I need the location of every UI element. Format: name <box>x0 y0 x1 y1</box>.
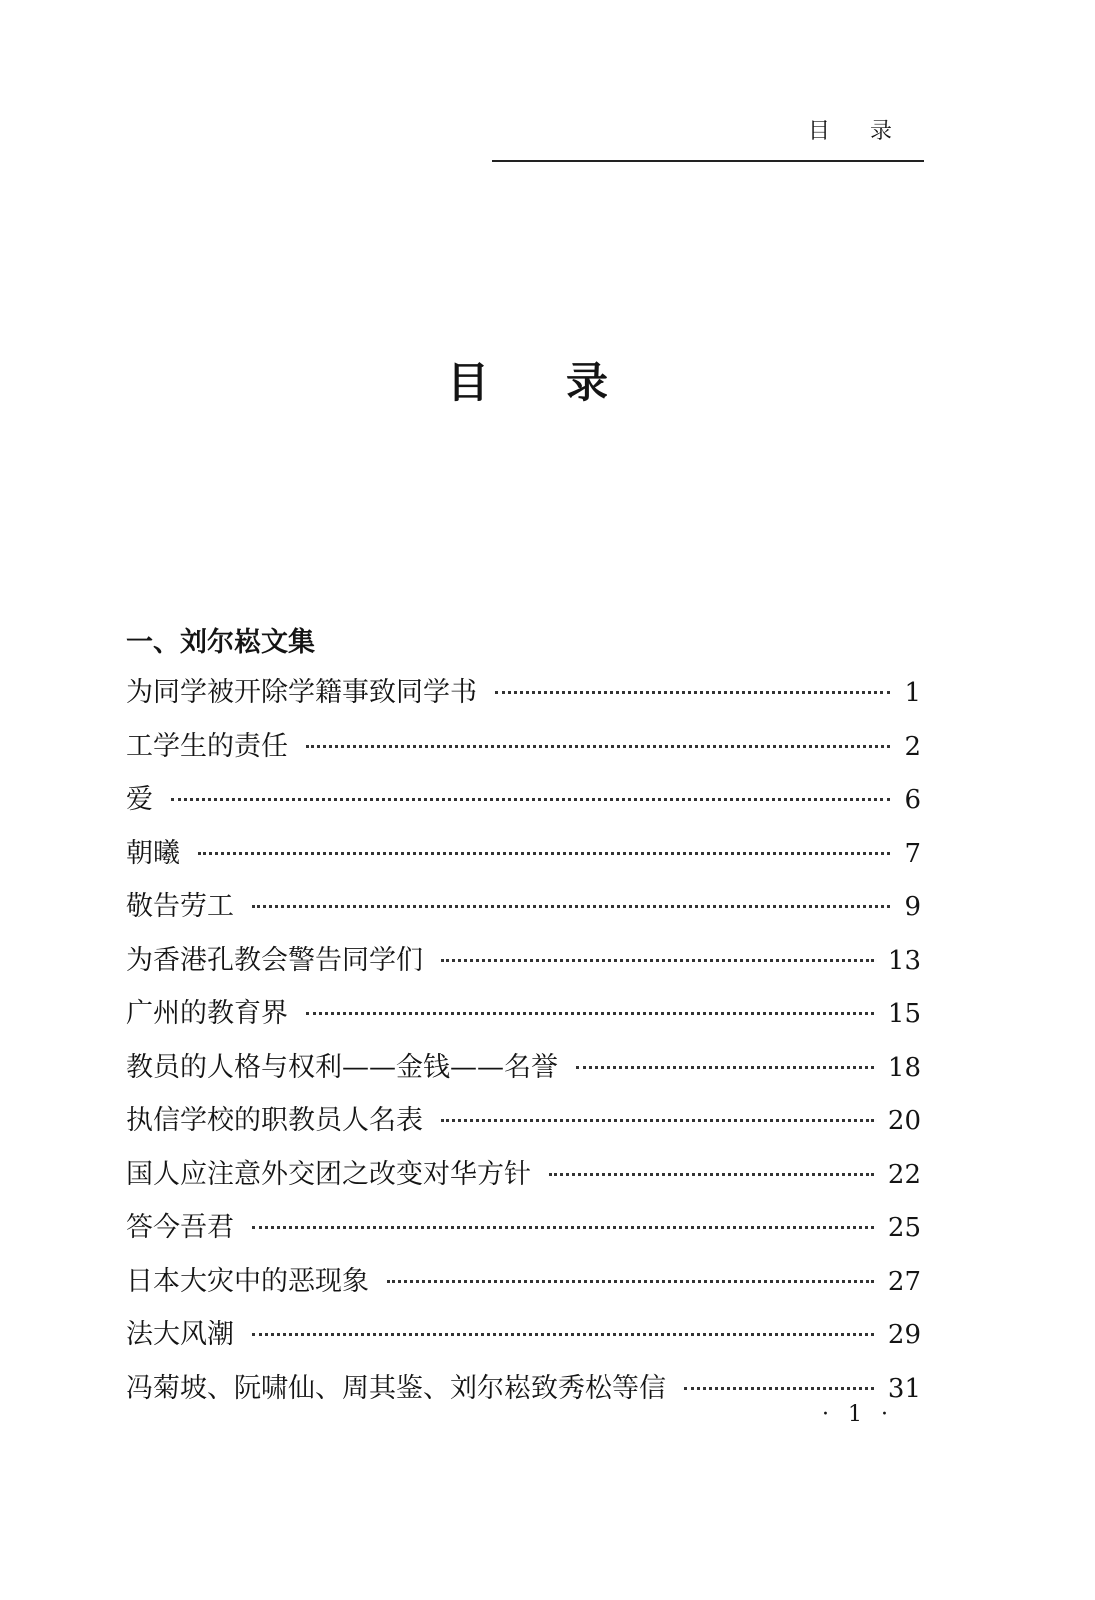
toc-entry-page: 18 <box>887 1052 921 1083</box>
toc-entry-page: 6 <box>904 785 921 815</box>
toc-entry-title: 执信学校的职教员人名表 <box>126 1105 423 1136</box>
toc-list <box>126 670 921 1419</box>
toc-entry[interactable] <box>126 1312 921 1366</box>
leader-dots <box>252 905 890 908</box>
leader-dots <box>549 1173 874 1176</box>
leader-dots <box>252 1333 874 1336</box>
toc-entry-title: 冯菊坡、阮啸仙、周其鉴、刘尔崧致秀松等信 <box>126 1372 666 1404</box>
toc-entry[interactable] <box>126 670 921 724</box>
toc-entry[interactable] <box>126 1045 921 1099</box>
page-title-char-1: 目 <box>447 358 490 407</box>
toc-entry-page: 25 <box>887 1213 921 1243</box>
section-heading: 一、刘尔崧文集 <box>126 627 315 658</box>
leader-dots <box>441 959 874 962</box>
toc-entry-page: 29 <box>887 1320 921 1350</box>
toc-entry-title: 工学生的责任 <box>126 730 288 762</box>
toc-entry[interactable] <box>126 991 921 1045</box>
leader-dots <box>387 1280 874 1283</box>
toc-entry[interactable] <box>126 1259 921 1313</box>
toc-entry[interactable] <box>126 724 921 778</box>
leader-dots <box>171 798 890 801</box>
toc-entry[interactable] <box>126 831 921 885</box>
leader-dots <box>306 745 890 748</box>
toc-entry-page: 1 <box>904 678 921 708</box>
toc-entry[interactable] <box>126 1152 921 1206</box>
leader-dots <box>441 1119 874 1122</box>
toc-entry-page: 7 <box>904 838 921 869</box>
leader-dots <box>495 691 890 694</box>
toc-entry-title: 为香港孔教会警告同学们 <box>126 944 423 976</box>
leader-dots <box>306 1012 874 1015</box>
toc-entry-page: 22 <box>887 1159 921 1190</box>
toc-entry[interactable] <box>126 938 921 992</box>
toc-entry-title: 答今吾君 <box>126 1212 234 1243</box>
toc-entry-title: 敬告劳工 <box>126 891 234 922</box>
toc-entry-page: 9 <box>904 892 921 922</box>
header-rule <box>492 160 924 162</box>
toc-entry[interactable] <box>126 884 921 938</box>
toc-entry-page: 31 <box>887 1373 921 1404</box>
leader-dots <box>576 1066 874 1069</box>
toc-entry-title: 法大风潮 <box>126 1319 234 1350</box>
toc-entry[interactable] <box>126 1205 921 1259</box>
toc-entry[interactable] <box>126 1366 921 1420</box>
page-title <box>0 350 1095 410</box>
toc-entry-title: 朝曦 <box>126 837 180 869</box>
toc-entry-page: 2 <box>904 731 921 762</box>
toc-entry-page: 20 <box>887 1106 921 1136</box>
toc-entry-title: 爱 <box>126 784 153 815</box>
leader-dots <box>252 1226 874 1229</box>
toc-entry-page: 15 <box>887 999 921 1029</box>
toc-entry-title: 广州的教育界 <box>126 998 288 1029</box>
toc-entry-title: 日本大灾中的恶现象 <box>126 1265 369 1297</box>
toc-entry[interactable] <box>126 777 921 831</box>
toc-entry-title: 国人应注意外交团之改变对华方针 <box>126 1158 531 1190</box>
page-title-char-2: 录 <box>566 358 609 407</box>
toc-entry[interactable] <box>126 1098 921 1152</box>
running-head-char-1: 目 <box>808 119 831 144</box>
leader-dots <box>198 852 890 855</box>
running-head-char-2: 录 <box>870 119 893 144</box>
toc-entry-title: 为同学被开除学籍事致同学书 <box>126 677 477 708</box>
toc-entry-title: 教员的人格与权利——金钱——名誉 <box>126 1051 558 1083</box>
leader-dots <box>684 1387 874 1390</box>
page-number: · 1 · <box>822 1402 894 1427</box>
toc-entry-page: 27 <box>887 1266 921 1297</box>
toc-entry-page: 13 <box>887 945 921 976</box>
